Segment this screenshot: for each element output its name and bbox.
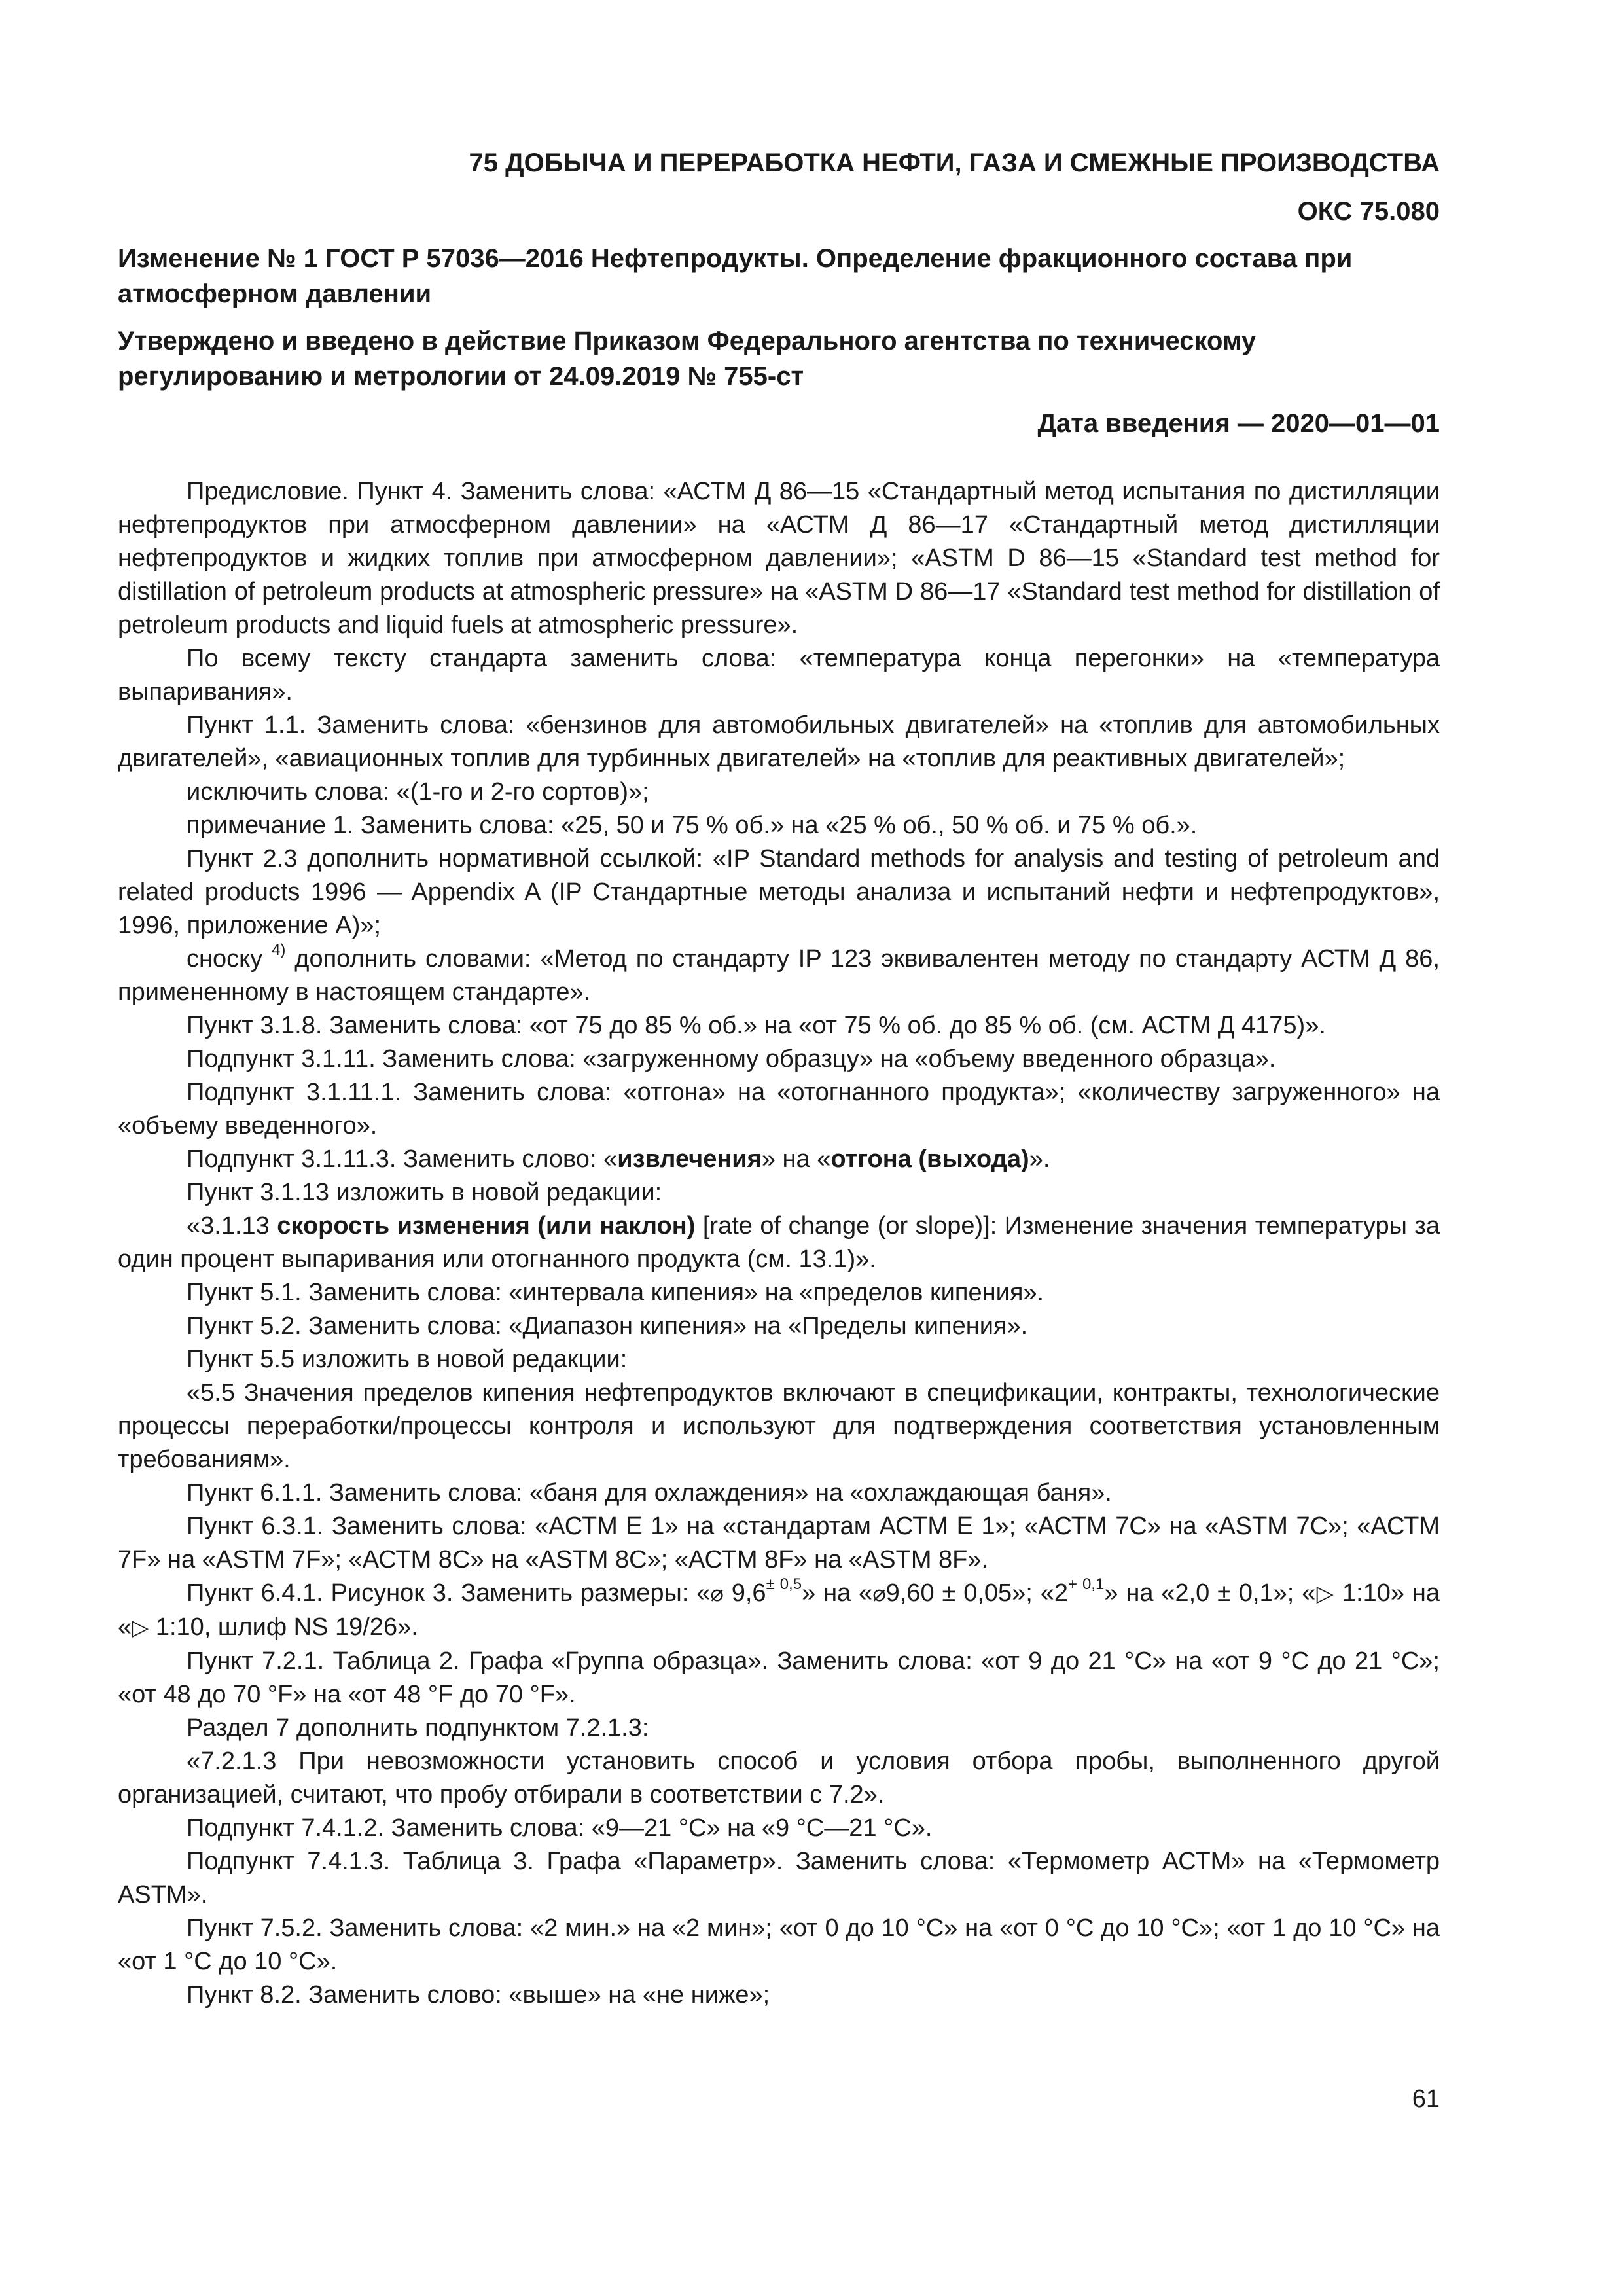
text-run: » на « [761, 1145, 831, 1173]
tolerance-superscript: ± 0,5 [766, 1575, 802, 1594]
text-run: 9,6 [723, 1579, 766, 1607]
paragraph [118, 1577, 1440, 1645]
diameter-icon: ⌀ [710, 1581, 724, 1606]
paragraph: Пункт 3.1.8. Заменить слова: «от 75 до 85 % об.» на «от 75 % об. до 85 % об. (см. АСТМ Д 4175)». [187, 1012, 1326, 1039]
text-run: [rate of change (or slope)]: Изменение значения температуры за один процент выпаривания или отогнанного продукта (см. 13.1)». [118, 1212, 1440, 1273]
paragraph: Пункт 8.2. Заменить слово: «выше» на «не ниже»; [187, 1981, 770, 2009]
text-run: » на «2,0 ± 0,1»; « [1104, 1579, 1316, 1607]
paragraph: примечание 1. Заменить слова: «25, 50 и 75 % об.» на «25 % об., 50 % об. и 75 % об.». [187, 812, 1198, 839]
footnote-ref: 4) [272, 941, 286, 960]
amendment-body [118, 475, 1440, 2012]
oks-code: ОКС 75.080 [1297, 197, 1440, 226]
text-run: Подпункт 3.1.11.3. Заменить слово: « [187, 1145, 618, 1173]
paragraph: Подпункт 7.4.1.2. Заменить слова: «9—21 °С» на «9 °С—21 °С». [187, 1814, 933, 1842]
section-heading: 75 ДОБЫЧА И ПЕРЕРАБОТКА НЕФТИ, ГАЗА И СМЕЖНЫЕ ПРОИЗВОДСТВА [469, 149, 1440, 177]
text-run: сноску [187, 945, 263, 973]
paragraph: По всему тексту стандарта заменить слова: «температура конца перегонки» на «температура выпаривания». [118, 645, 1440, 706]
paragraph: «7.2.1.3 При невозможности установить способ и условия отбора пробы, выполненного другой организацией, считают, что пробу отбирали в соответствии с 7.2». [118, 1748, 1440, 1808]
paragraph: Подпункт 3.1.11. Заменить слова: «загруженному образцу» на «объему введенного образца». [187, 1045, 1276, 1073]
text-run: 9,60 ± 0,05»; «2 [885, 1579, 1068, 1607]
paragraph: Подпункт 7.4.1.3. Таблица 3. Графа «Параметр». Заменить слова: «Термометр АСТМ» на «Термометр ASTM». [118, 1848, 1440, 1909]
paragraph: исключить слова: «(1-го и 2-го сортов)»; [187, 778, 649, 806]
page-number: 61 [1412, 2085, 1440, 2113]
bold-term: извлечения [617, 1145, 762, 1173]
paragraph [118, 1143, 1440, 1176]
paragraph: Подпункт 3.1.11.1. Заменить слова: «отгона» на «отогнанного продукта»; «количеству загруженного» на «объему введенного». [118, 1079, 1440, 1139]
text-run: «3.1.13 [187, 1212, 270, 1240]
paragraph: Пункт 7.5.2. Заменить слова: «2 мин.» на «2 мин»; «от 0 до 10 °С» на «от 0 °С до 10 °С»; «от 1 до 10 °С» на «от 1 °С до 10 °С». [118, 1914, 1440, 1975]
text-run: ». [1029, 1145, 1050, 1173]
text-run: » на « [802, 1579, 873, 1607]
tolerance-superscript: + 0,1 [1067, 1575, 1105, 1594]
paragraph: Пункт 5.1. Заменить слова: «интервала кипения» на «пределов кипения». [187, 1279, 1044, 1306]
paragraph: «5.5 Значения пределов кипения нефтепродуктов включают в спецификации, контракты, технологические процессы переработки/процессы контроля и используют для подтверждения соответствия установленным требованиям». [118, 1379, 1440, 1473]
amendment-title: Изменение № 1 ГОСТ Р 57036—2016 Нефтепродукты. Определение фракционного состава при атмосферном давлении [118, 244, 1353, 308]
paragraph: Пункт 3.1.13 изложить в новой редакции: [187, 1179, 662, 1206]
text-run: 1:10, шлиф NS 19/26». [149, 1613, 418, 1641]
text-run: Пункт 6.4.1. Рисунок 3. Заменить размеры: « [187, 1579, 711, 1607]
bold-term: отгона (выхода) [830, 1145, 1029, 1173]
paragraph: Пункт 5.2. Заменить слова: «Диапазон кипения» на «Пределы кипения». [187, 1312, 1028, 1340]
text-run: дополнить словами: «Метод по стандарту IP 123 эквивалентен методу по стандарту АСТМ Д 86, примененному в настоящем стандарте». [118, 945, 1440, 1006]
paragraph: Предисловие. Пункт 4. Заменить слова: «АСТМ Д 86—15 «Стандартный метод испытания по дистилляции нефтепродуктов при атмосферном давлении» на «АСТМ Д 86—17 «Стандартный метод дистилляции нефтепродуктов и жидких топлив при атмосферном давлении»; «ASTM D 86—15 «Standard test method for distillation of petroleum products at atmospheric pressure» на «ASTM D 86—17 «Standard test method for distillation of petroleum products and liquid fuels at atmospheric pressure». [118, 478, 1440, 639]
paragraph: Пункт 2.3 дополнить нормативной ссылкой: «IP Standard methods for analysis and testing of petroleum and related products 1996 — Appendix A (IP Стандартные методы анализа и испытаний нефти и нефтепродуктов», 1996, приложение А)»; [118, 845, 1440, 939]
approval-statement: Утверждено и введено в действие Приказом Федерального агентства по техническому регулированию и метрологии от 24.09.2019 № 755-ст [118, 327, 1257, 391]
paragraph: Пункт 5.5 изложить в новой редакции: [187, 1346, 628, 1373]
paragraph: Пункт 6.1.1. Заменить слова: «баня для охлаждения» на «охлаждающая баня». [187, 1479, 1112, 1507]
diameter-icon: ⌀ [872, 1581, 886, 1606]
paragraph: Пункт 6.3.1. Заменить слова: «АСТМ Е 1» на «стандартам АСТМ Е 1»; «АСТМ 7С» на «ASTM 7C»; «АСТМ 7F» на «ASTM 7F»; «АСТМ 8С» на «ASTM 8C»; «АСТМ 8F» на «ASTM 8F». [118, 1513, 1440, 1573]
effective-date: Дата введения — 2020—01—01 [1037, 409, 1440, 438]
paragraph: Пункт 1.1. Заменить слова: «бензинов для автомобильных двигателей» на «топлив для автомобильных двигателей», «авиационных топлив для турбинных двигателей» на «топлив для реактивных двигателей»; [118, 711, 1440, 772]
paragraph [118, 942, 1440, 1009]
paragraph [118, 1210, 1440, 1276]
taper-icon: ▷ [132, 1615, 149, 1640]
taper-icon: ▷ [1315, 1581, 1335, 1606]
text-run: 1:10» на « [118, 1579, 1440, 1641]
bold-term: скорость изменения (или наклон) [277, 1212, 696, 1240]
paragraph: Раздел 7 дополнить подпунктом 7.2.1.3: [187, 1714, 649, 1742]
paragraph: Пункт 7.2.1. Таблица 2. Графа «Группа образца». Заменить слова: «от 9 до 21 °С» на «от 9 °С до 21 °С»; «от 48 до 70 °F» на «от 48 °F до 70 °F». [118, 1647, 1440, 1708]
